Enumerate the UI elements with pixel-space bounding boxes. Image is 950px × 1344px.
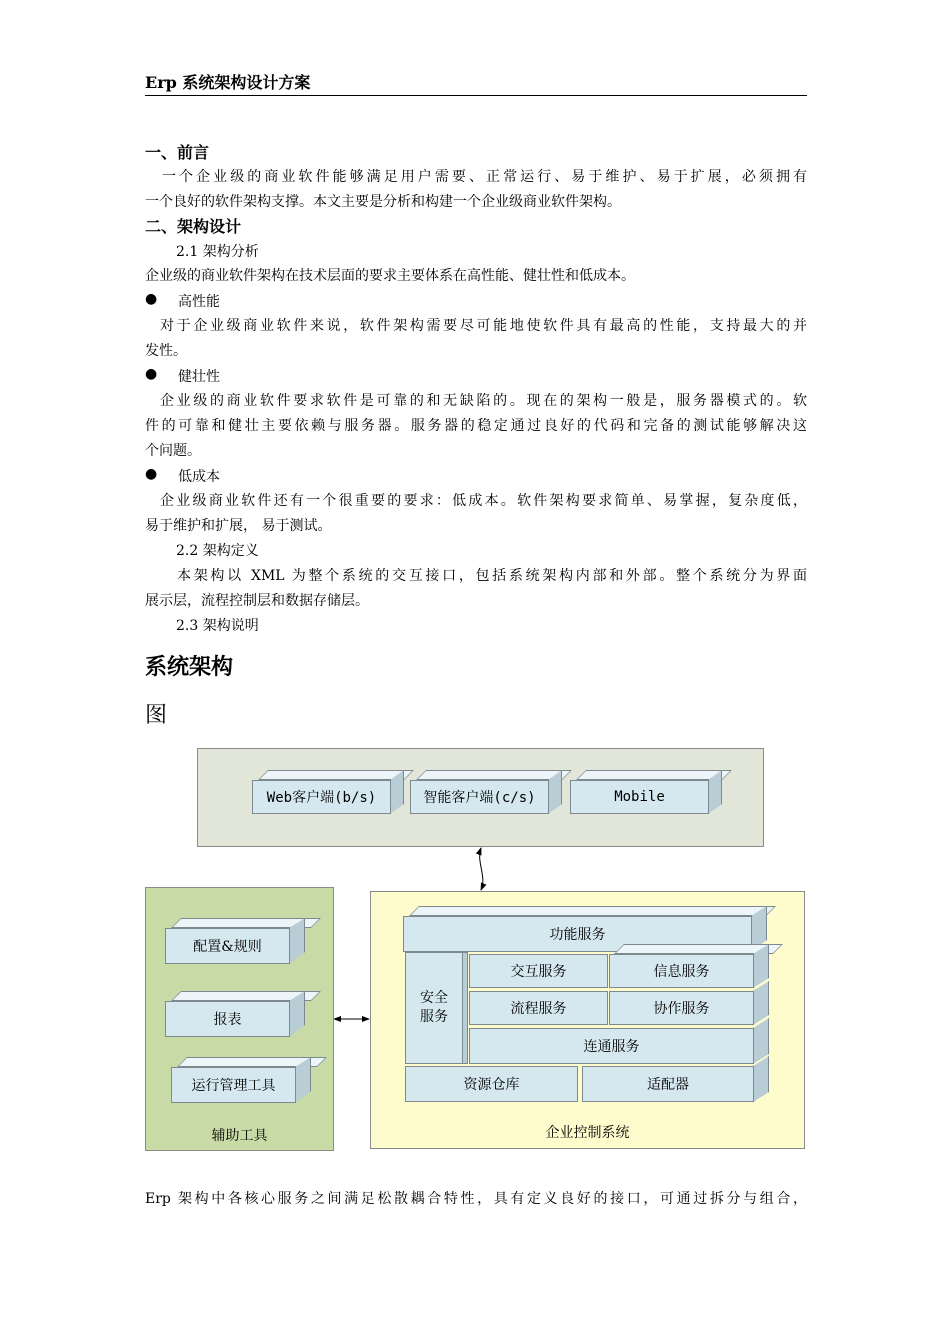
client-label: Mobile <box>570 780 709 814</box>
bullet-icon: ● <box>145 366 158 382</box>
service-label: 交互服务 <box>469 954 608 988</box>
para: 企业级商业软件还有一个很重要的要求：低成本。软件架构要求简单、易掌握，复杂度低， <box>160 493 807 509</box>
big-heading-system-architecture: 系统架构 <box>145 655 234 680</box>
para: 对于企业级商业软件来说，软件架构需要尽可能地使软件具有最高的性能，支持最大的并 <box>160 318 807 334</box>
subsection-2-2: 2.2 架构定义 <box>176 543 259 559</box>
service-label: 信息服务 <box>609 954 754 988</box>
enterprise-panel-label: 企业控制系统 <box>545 1125 630 1141</box>
tool-label: 配置&规则 <box>165 928 290 964</box>
vertical-arrow <box>480 848 483 890</box>
client-label: 智能客户端(c/s) <box>410 780 549 814</box>
para: 件的可靠和健壮主要依赖与服务器。服务器的稳定通过良好的代码和完备的测试能够解决这 <box>145 418 807 434</box>
footer-paragraph: Erp 架构中各核心服务之间满足松散耦合特性，具有定义良好的接口，可通过拆分与组合， <box>145 1191 807 1207</box>
para: 发性。 <box>145 343 187 359</box>
bullet-icon: ● <box>145 466 158 482</box>
document-header-title: Erp 系统架构设计方案 <box>145 73 311 92</box>
tools-panel-label: 辅助工具 <box>211 1128 268 1144</box>
service-label: 功能服务 <box>403 916 752 952</box>
subsection-2-3: 2.3 架构说明 <box>176 618 259 634</box>
service-label: 适配器 <box>582 1066 754 1102</box>
para: 一个良好的软件架构支撑。本文主要是分析和构建一个企业级商业软件架构。 <box>145 194 621 210</box>
tool-label: 运行管理工具 <box>171 1067 296 1103</box>
para: 易于维护和扩展， 易于测试。 <box>145 518 332 534</box>
para: 一个企业级的商业软件能够满足用户需要、正常运行、易于维护、易于扩展，必须拥有 <box>162 169 807 185</box>
para: 本架构以 XML 为整个系统的交互接口，包括系统架构内部和外部。整个系统分为界面 <box>177 568 807 584</box>
para: 企业级的商业软件要求软件是可靠的和无缺陷的。现在的架构一般是，服务器模式的。软 <box>160 393 807 409</box>
section-1-title: 一、前言 <box>145 143 210 162</box>
service-label: 资源仓库 <box>405 1066 578 1102</box>
para: 企业级的商业软件架构在技术层面的要求主要体系在高性能、健壮性和低成本。 <box>145 268 635 284</box>
bullet-label: 高性能 <box>178 294 220 310</box>
bullet-icon: ● <box>145 291 158 307</box>
service-label: 连通服务 <box>469 1028 754 1064</box>
service-label: 安全 服务 <box>405 952 463 1064</box>
tool-label: 报表 <box>165 1001 290 1037</box>
section-2-title: 二、架构设计 <box>145 217 242 236</box>
subsection-2-1: 2.1 架构分析 <box>176 244 259 260</box>
client-label: Web客户端(b/s) <box>252 780 391 814</box>
bullet-label: 低成本 <box>178 469 220 485</box>
big-heading-figure: 图 <box>145 703 168 728</box>
service-label: 协作服务 <box>609 991 754 1025</box>
para: 个问题。 <box>145 443 201 459</box>
bullet-label: 健壮性 <box>178 369 220 385</box>
service-label: 流程服务 <box>469 991 608 1025</box>
para: 展示层，流程控制层和数据存储层。 <box>145 593 369 609</box>
